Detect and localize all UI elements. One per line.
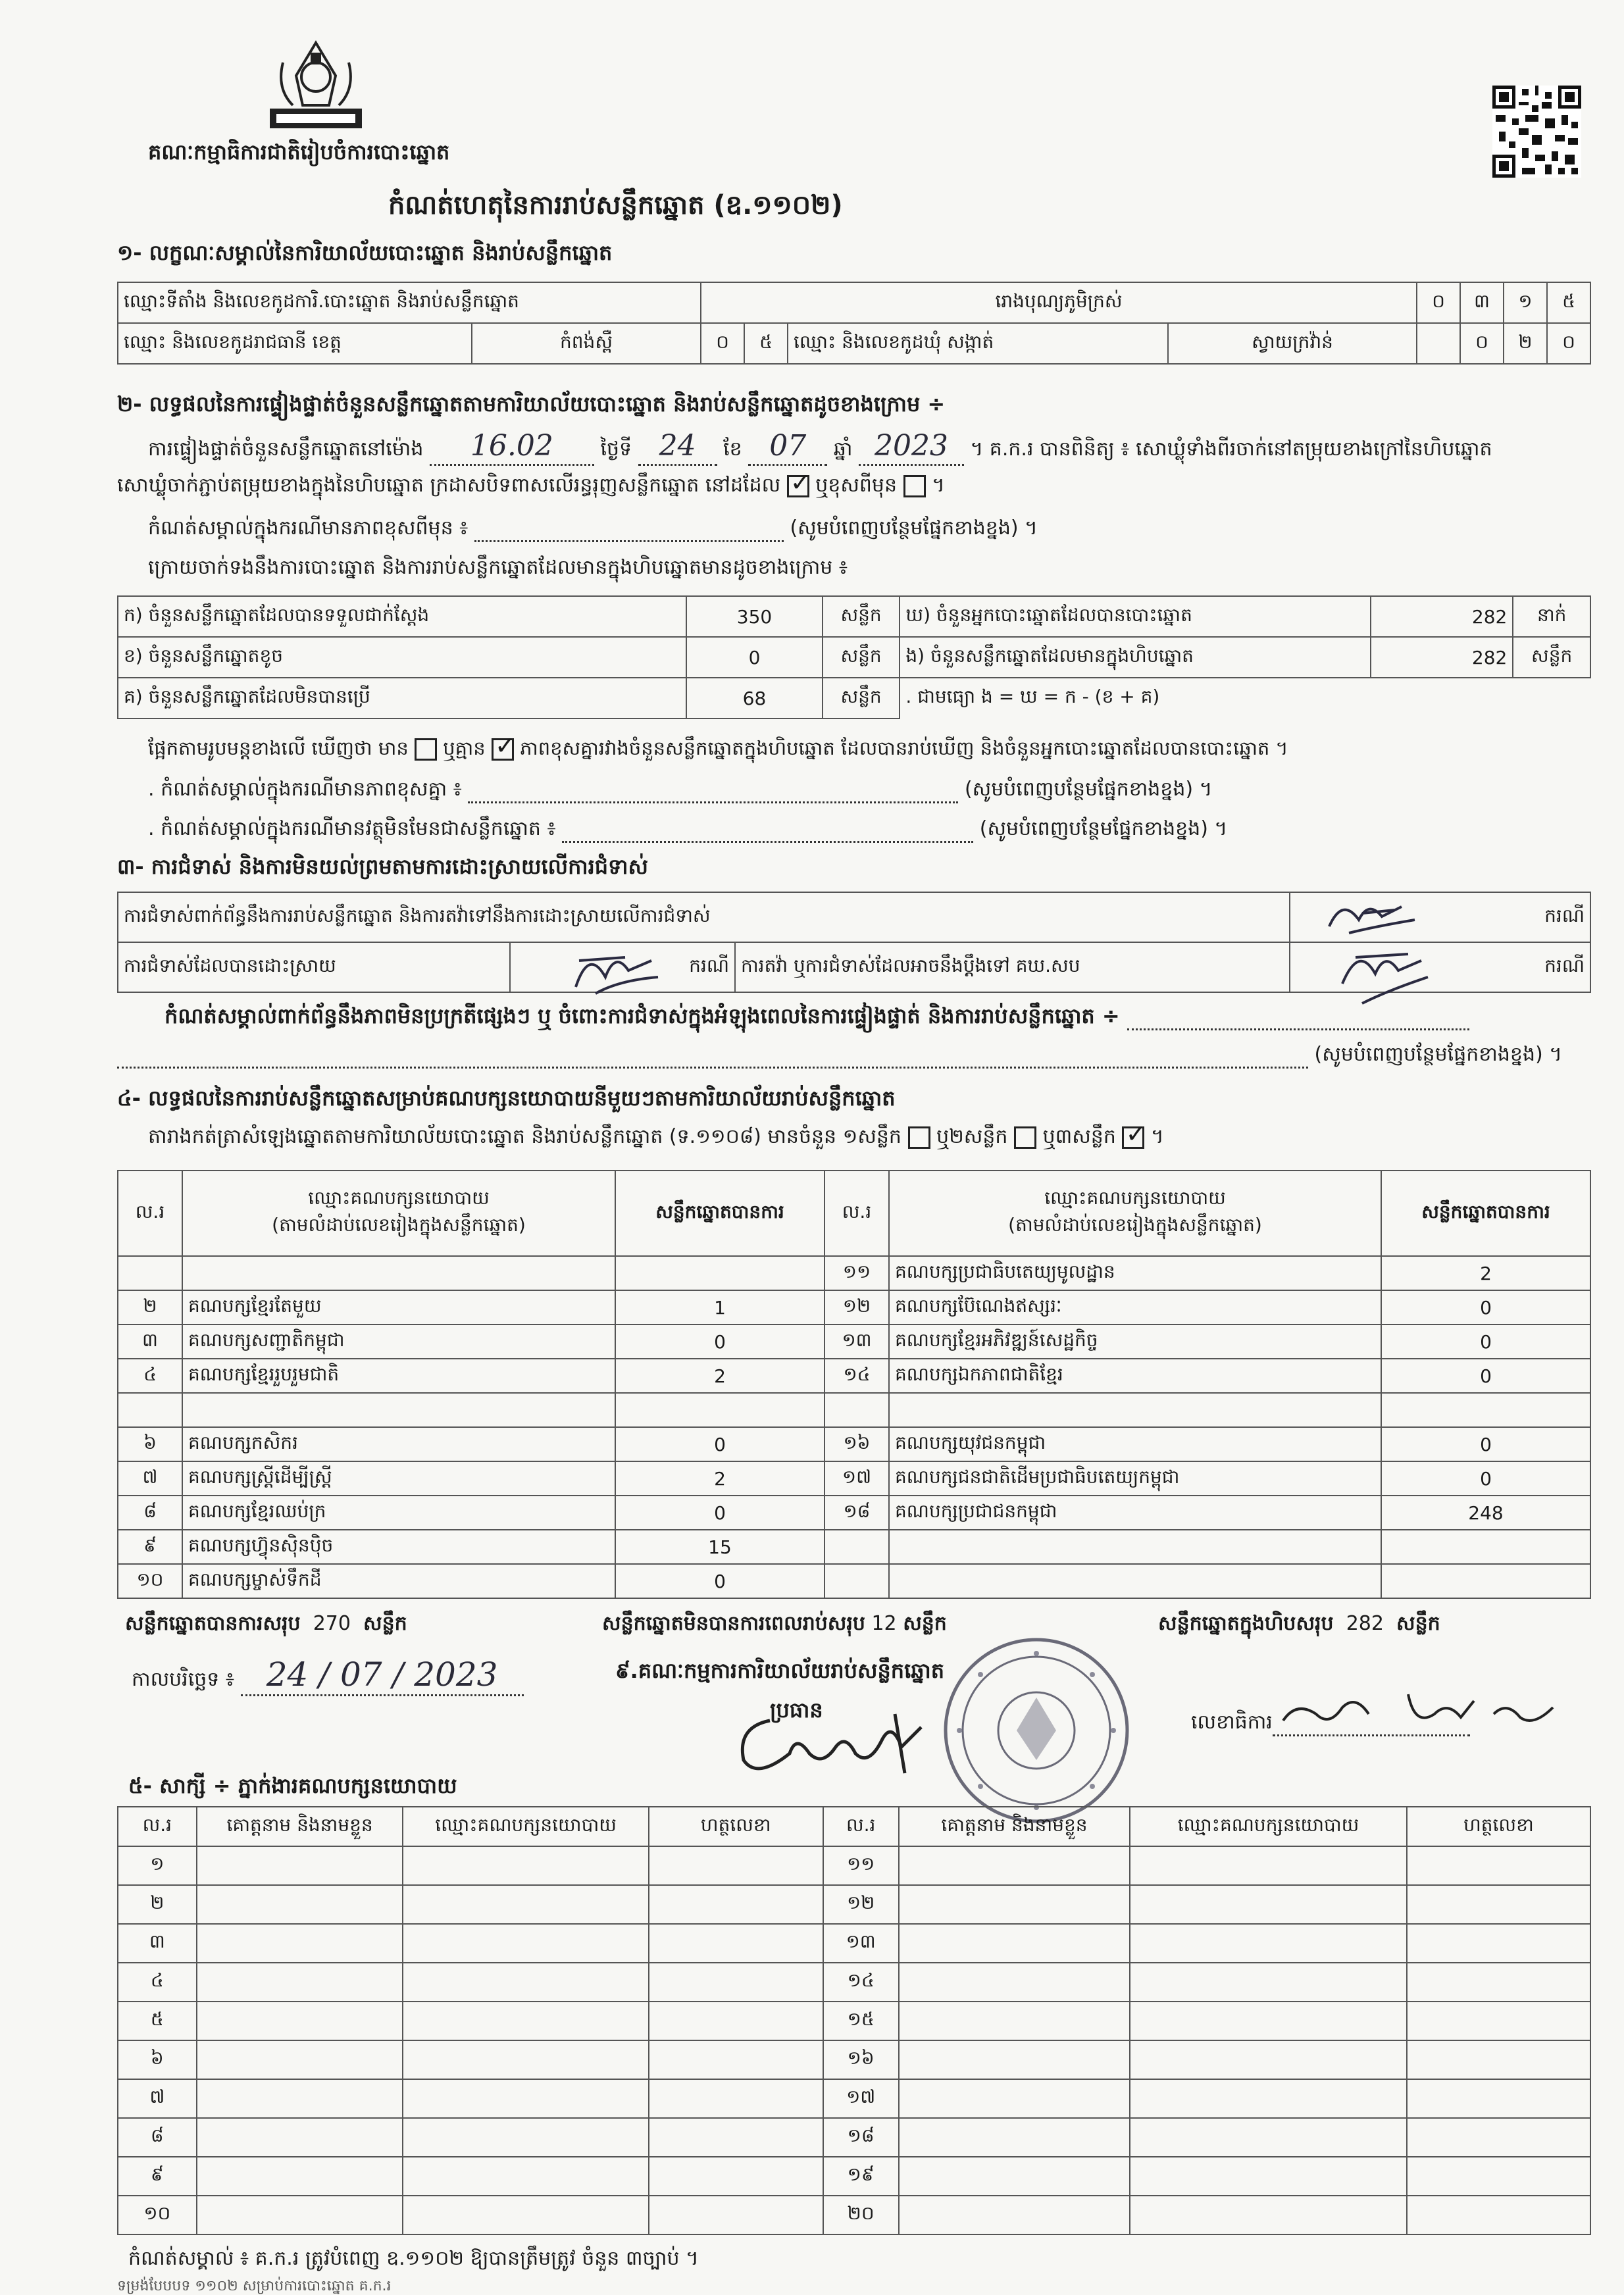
in-box-unit: សន្លឹក	[1513, 637, 1590, 678]
witness-party	[403, 2157, 648, 2196]
witness-signature	[649, 2040, 823, 2079]
witness-name	[899, 1924, 1130, 1963]
date-value: 24 / 07 / 2023	[241, 1655, 524, 1696]
witness-party	[1130, 1924, 1407, 1963]
three-sheet-checkbox[interactable]	[1122, 1126, 1144, 1149]
witness-name	[197, 2118, 403, 2157]
station-code-1: ០	[1417, 282, 1460, 323]
witness-signature	[1407, 1963, 1590, 2002]
witness-party	[403, 2002, 648, 2040]
party-number	[118, 1393, 182, 1427]
document-title: កំណត់ហេតុនៃការរាប់សន្លឹកឆ្នោត (ឧ.១១០២)	[388, 190, 843, 220]
party-name	[182, 1393, 615, 1427]
w-col-no: ល.រ	[118, 1807, 197, 1846]
w-col-sign: ហត្ថលេខា	[649, 1807, 823, 1846]
witness-number: ១	[118, 1846, 197, 1885]
secretary-label: លេខាធិការ	[1191, 1711, 1470, 1736]
party-number	[825, 1564, 889, 1598]
witness-party	[403, 2196, 648, 2234]
section3-heading: ៣- ការជំទាស់ និងការមិនយល់ព្រមតាមការដោះស្រាយលើការជំទាស់	[117, 854, 648, 879]
commune-value: ស្វាយក្រវ៉ាន់	[1168, 323, 1417, 364]
witness-number: ២០	[823, 2196, 899, 2234]
province-code-2: ៥	[744, 323, 788, 364]
party-number: ១១	[825, 1256, 889, 1290]
province-code-1: ០	[701, 323, 744, 364]
witness-number: ១២	[823, 1885, 899, 1924]
table-row	[118, 1963, 1590, 2002]
witness-number: ១១	[823, 1846, 899, 1885]
section2-heading: ២- លទ្ធផលនៃការផ្ទៀងផ្ទាត់ចំនួនសន្លឹកឆ្នោតតាមការិយាល័យបោះឆ្នោត និងរាប់សន្លឹកឆ្នោតដូចខាងក្រោម ÷	[117, 391, 946, 416]
unused-value: 68	[686, 678, 823, 719]
table-row	[118, 1496, 1590, 1530]
station-name-value: រោងបុណ្យភូមិក្រស់	[701, 282, 1417, 323]
party-votes: 2	[615, 1359, 825, 1393]
section1-heading: ១- លក្ខណៈសម្គាល់នៃការិយាល័យបោះឆ្នោត និងរាប់សន្លឹកឆ្នោត	[117, 240, 613, 265]
party-votes: 0	[1381, 1324, 1590, 1359]
witness-signature	[649, 2157, 823, 2196]
spoiled-value: 0	[686, 637, 823, 678]
objection-unit: ករណី	[1508, 892, 1590, 942]
totals-ballot-box: សន្លឹកឆ្នោតក្នុងហិបសរុប 282 សន្លឹក	[1158, 1612, 1440, 1635]
party-votes	[615, 1393, 825, 1427]
party-number: ១៤	[825, 1359, 889, 1393]
party-number: ១៨	[825, 1496, 889, 1530]
w-col-name: គោត្តនាម និងនាមខ្លួន	[899, 1807, 1130, 1846]
witness-name	[899, 2002, 1130, 2040]
party-name: គណបក្សខ្មែរឈប់ក្រ	[182, 1496, 615, 1530]
station-name-label: ឈ្មោះទីតាំង និងលេខកូដការិ.បោះឆ្នោត និងរាប់សន្លឹកឆ្នោត	[118, 282, 701, 323]
table-row	[118, 1427, 1590, 1461]
appeal-label: ការតវ៉ា ឬការជំទាស់ដែលអាចនឹងប្តឹងទៅ គឃ.សប	[735, 942, 1290, 992]
invalid-total: 12	[871, 1612, 897, 1635]
objection-label: ការជំទាស់ពាក់ព័ន្ធនឹងការរាប់សន្លឹកឆ្នោត និងការតវ៉ាទៅនឹងការដោះស្រាយលើការជំទាស់	[118, 892, 1290, 942]
witness-name	[899, 1963, 1130, 2002]
party-votes: 2	[615, 1461, 825, 1496]
party-number: ៦	[118, 1427, 182, 1461]
party-name: គណបក្សប៊ែណេងឥស្សរៈ	[889, 1290, 1381, 1324]
witness-name	[197, 2002, 403, 2040]
witness-party	[403, 1924, 648, 1963]
witness-number: ៣	[118, 1924, 197, 1963]
w-col-party: ឈ្មោះគណបក្សនយោបាយ	[1130, 1807, 1407, 1846]
witness-party	[1130, 1846, 1407, 1885]
table-row	[118, 2196, 1590, 2234]
party-name: គណបក្សប្រជាធិបតេយ្យមូលដ្ឋាន	[889, 1256, 1381, 1290]
witness-party	[1130, 2196, 1407, 2234]
no-diff-checkbox[interactable]	[492, 738, 514, 761]
witness-party	[1130, 2079, 1407, 2118]
witness-name	[197, 1924, 403, 1963]
qr-code	[1492, 86, 1581, 178]
w-col-sign: ហត្ថលេខា	[1407, 1807, 1590, 1846]
party-votes: 0	[615, 1496, 825, 1530]
witness-signature	[1407, 2079, 1590, 2118]
verify-time: 16.02	[430, 429, 594, 466]
witness-party	[1130, 1885, 1407, 1924]
one-sheet-checkbox[interactable]	[908, 1126, 930, 1149]
party-number: ៣	[118, 1324, 182, 1359]
witness-number: ៨	[118, 2118, 197, 2157]
witness-party	[1130, 2040, 1407, 2079]
witness-signature	[649, 1885, 823, 1924]
section4-heading: ៤- លទ្ធផលនៃការរាប់សន្លឹកឆ្នោតសម្រាប់គណបក្សនយោបាយនីមួយៗតាមការិយាល័យរាប់សន្លឹកឆ្នោត	[117, 1086, 896, 1111]
unused-unit: សន្លឹក	[823, 678, 900, 719]
w-col-name: គោត្តនាម និងនាមខ្លួន	[197, 1807, 403, 1846]
witness-number: ១៨	[823, 2118, 899, 2157]
table-row	[118, 2002, 1590, 2040]
table-row	[118, 1393, 1590, 1427]
witness-number: ១៥	[823, 2002, 899, 2040]
witness-table	[117, 1806, 1591, 2235]
party-votes: 0	[1381, 1290, 1590, 1324]
table-row	[118, 2118, 1590, 2157]
party-number: ៧	[118, 1461, 182, 1496]
party-number: ៤	[118, 1359, 182, 1393]
totals-valid: សន្លឹកឆ្នោតបានការសរុប 270 សន្លឹក	[125, 1612, 407, 1635]
seal-line: សោឃ្លុំចាក់ភ្ជាប់តម្រុយខាងក្នុងនៃហិបឆ្នោត ក្រដាសបិទពាសលើរន្ធរុញសន្លឹកឆ្នោត នៅដដែល ✓ ឬខុសពីមុន ។	[117, 474, 945, 497]
party-name	[889, 1530, 1381, 1564]
witness-name	[899, 2118, 1130, 2157]
witness-name	[197, 1846, 403, 1885]
nec-logo	[263, 36, 368, 135]
witness-signature	[1407, 2157, 1590, 2196]
resolved-unit: ករណី	[672, 942, 735, 992]
object-remark-line: . កំណត់សម្គាល់ក្នុងករណីមានវត្ថុមិនមែនជាសន្លឹកឆ្នោត ៖ (សូមបំពេញបន្ថែមផ្នែកខាងខ្នង) ។	[148, 817, 1227, 843]
col-votes: សន្លឹកឆ្នោតបានការ	[615, 1171, 825, 1256]
province-label: ឈ្មោះ និងលេខកូដរាជធានី ខេត្ត	[118, 323, 472, 364]
box-total: 282	[1346, 1612, 1384, 1635]
table-row	[118, 2040, 1590, 2079]
party-name: គណបក្សឯកភាពជាតិខ្មែរ	[889, 1359, 1381, 1393]
section5-heading: ៥- សាក្សី ÷ ភ្នាក់ងារគណបក្សនយោបាយ	[128, 1773, 457, 1798]
witness-signature	[649, 2002, 823, 2040]
party-votes	[1381, 1393, 1590, 1427]
committee-label: ៩.គណៈកម្មការការិយាល័យរាប់សន្លឹកឆ្នោត	[615, 1658, 945, 1683]
commune-code-3: ០	[1547, 323, 1590, 364]
totals-invalid: សន្លឹកឆ្នោតមិនបានការពេលរាប់សរុប 12 សន្លឹក	[602, 1612, 947, 1635]
witness-party	[403, 2040, 648, 2079]
party-name: គណបក្សប្រជាជនកម្ពុជា	[889, 1496, 1381, 1530]
party-number: ២	[118, 1290, 182, 1324]
witness-name	[899, 2040, 1130, 2079]
chair-label: ប្រធាន	[770, 1698, 823, 1723]
witness-signature	[649, 2196, 823, 2234]
witness-name	[899, 2079, 1130, 2118]
party-votes: 1	[615, 1290, 825, 1324]
witness-party	[403, 1885, 648, 1924]
party-votes: 0	[615, 1324, 825, 1359]
table-row	[118, 1359, 1590, 1393]
table-row	[118, 1324, 1590, 1359]
table-row	[118, 1924, 1590, 1963]
secretary-signature	[1277, 1681, 1566, 1740]
table-row	[118, 1564, 1590, 1598]
w-col-party: ឈ្មោះគណបក្សនយោបាយ	[403, 1807, 648, 1846]
witness-name	[197, 2196, 403, 2234]
col-party: ឈ្មោះគណបក្សនយោបាយ (តាមលំដាប់លេខរៀងក្នុងសន្លឹកឆ្នោត)	[182, 1171, 615, 1256]
witness-signature	[649, 1924, 823, 1963]
party-number: ៨	[118, 1496, 182, 1530]
discrepancy-line: ផ្អែកតាមរូបមន្តខាងលើ ឃើញថា មាន ឬគ្មាន ✓ ភាពខុសគ្នារវាងចំនួនសន្លឹកឆ្នោតក្នុងហិបឆ្នោត ដែលបានរាប់ឃើញ និងចំនួនអ្នកបោះឆ្នោតដែលបានបោះឆ្នោត ។	[148, 737, 1288, 761]
voters-value: 282	[1371, 596, 1513, 637]
commune-label: ឈ្មោះ និងលេខកូដឃុំ សង្កាត់	[788, 323, 1168, 364]
witness-name	[197, 2040, 403, 2079]
party-name: គណបក្សហ៊្វុនស៊ិនប៉ិច	[182, 1530, 615, 1564]
witness-number: ១៧	[823, 2079, 899, 2118]
party-name	[182, 1256, 615, 1290]
in-box-value: 282	[1371, 637, 1513, 678]
in-box-label: ង) ចំនួនសន្លឹកឆ្នោតដែលមានក្នុងហិបឆ្នោត	[900, 637, 1370, 678]
party-votes	[615, 1256, 825, 1290]
party-votes: 248	[1381, 1496, 1590, 1530]
verify-year: 2023	[859, 429, 964, 466]
same-checkbox[interactable]	[787, 475, 809, 497]
witness-number: ១៤	[823, 1963, 899, 2002]
witness-signature	[649, 1963, 823, 2002]
verify-line: ការផ្ទៀងផ្ទាត់ចំនួនសន្លឹកឆ្នោតនៅម៉ោង 16.02 ថ្ងៃទី 24 ខែ 07 ឆ្នាំ 2023 ។ គ.ក.រ បានពិនិត្យ ៖ សោឃ្លុំទាំងពីរចាក់នៅតម្រុយខាងក្រៅនៃហិបឆ្នោត	[148, 429, 1492, 466]
party-votes: 0	[1381, 1427, 1590, 1461]
witness-name	[899, 2157, 1130, 2196]
witness-party	[1130, 2118, 1407, 2157]
party-number: ១៣	[825, 1324, 889, 1359]
witness-signature	[1407, 2002, 1590, 2040]
witness-party	[403, 1963, 648, 2002]
party-votes	[1381, 1564, 1590, 1598]
irregularity-note: កំណត់សម្គាល់ពាក់ព័ន្ធនឹងភាពមិនប្រក្រតីផ្សេងៗ ឬ ចំពោះការជំទាស់ក្នុងអំឡុងពេលនៃការផ្ទៀងផ្ទាត់ និងការរាប់សន្លឹកឆ្នោត ÷	[165, 1003, 1469, 1030]
witness-signature	[1407, 1846, 1590, 1885]
commune-code-2: ២	[1504, 323, 1547, 364]
commune-code-1: ០	[1460, 323, 1504, 364]
counting-intro: ក្រោយចាក់ទងនឹងការបោះឆ្នោត និងការរាប់សន្លឹកឆ្នោតដែលមានក្នុងហិបឆ្នោតមានដូចខាងក្រោម ៖	[148, 556, 848, 579]
appeal-unit: ករណី	[1508, 942, 1590, 992]
table-row	[118, 1885, 1590, 1924]
table-row	[118, 2157, 1590, 2196]
witness-name	[197, 1963, 403, 2002]
count-table	[117, 595, 1591, 719]
witness-name	[899, 1846, 1130, 1885]
witness-signature	[1407, 2040, 1590, 2079]
w-col-no: ល.រ	[823, 1807, 899, 1846]
signature-mark	[566, 941, 665, 1000]
witness-signature	[1407, 1885, 1590, 1924]
party-number: ១៧	[825, 1461, 889, 1496]
verify-month: 07	[748, 429, 827, 466]
witness-number: ១៣	[823, 1924, 899, 1963]
voters-label: ឃ) ចំនួនអ្នកបោះឆ្នោតដែលបានបោះឆ្នោត	[900, 596, 1370, 637]
witness-party	[403, 2118, 648, 2157]
station-code-4: ៥	[1547, 282, 1590, 323]
witness-number: ១០	[118, 2196, 197, 2234]
witness-number: ៩	[118, 2157, 197, 2196]
table-row	[118, 1290, 1590, 1324]
party-name: គណបក្សខ្មែរតែមួយ	[182, 1290, 615, 1324]
witness-signature	[1407, 1924, 1590, 1963]
two-sheet-checkbox[interactable]	[1014, 1126, 1036, 1149]
footer-note: កំណត់សម្គាល់ ៖ គ.ក.រ ត្រូវបំពេញ ឧ.១១០២ ឱ្យបានត្រឹមត្រូវ ចំនួន ៣ច្បាប់ ។	[128, 2247, 699, 2270]
received-unit: សន្លឹក	[823, 596, 900, 637]
party-name	[889, 1393, 1381, 1427]
witness-name	[899, 1885, 1130, 1924]
province-value: កំពង់ស្ពឺ	[472, 323, 701, 364]
spoiled-label: ខ) ចំនួនសន្លឹកឆ្នោតខូច	[118, 637, 686, 678]
chair-signature	[730, 1701, 948, 1786]
party-number: ១០	[118, 1564, 182, 1598]
party-name: គណបក្សកសិករ	[182, 1427, 615, 1461]
witness-party	[1130, 2157, 1407, 2196]
table-row	[118, 2079, 1590, 2118]
irregularity-note-cont: (សូមបំពេញបន្ថែមផ្នែកខាងខ្នង) ។	[117, 1043, 1562, 1069]
party-number	[118, 1256, 182, 1290]
witness-party	[1130, 2002, 1407, 2040]
party-name: គណបក្សម្ចាស់ទឹកដី	[182, 1564, 615, 1598]
table-row	[118, 1530, 1590, 1564]
resolved-label: ការជំទាស់ដែលបានដោះស្រាយ	[118, 942, 510, 992]
official-stamp	[941, 1635, 1132, 1826]
party-votes: 2	[1381, 1256, 1590, 1290]
col-party: ឈ្មោះគណបក្សនយោបាយ (តាមលំដាប់លេខរៀងក្នុងសន្លឹកឆ្នោត)	[889, 1171, 1381, 1256]
org-name: គណៈកម្មាធិការជាតិរៀបចំការបោះឆ្នោត	[148, 139, 450, 164]
witness-signature	[649, 2118, 823, 2157]
col-no: ល.រ	[825, 1171, 889, 1256]
witness-party	[403, 2079, 648, 2118]
witness-name	[899, 2196, 1130, 2234]
unused-label: គ) ចំនួនសន្លឹកឆ្នោតដែលមិនបានប្រើ	[118, 678, 686, 719]
witness-party	[403, 1846, 648, 1885]
party-name	[889, 1564, 1381, 1598]
witness-number: ៦	[118, 2040, 197, 2079]
col-no: ល.រ	[118, 1171, 182, 1256]
witness-number: ៤	[118, 1963, 197, 2002]
form-footer: ទម្រង់បែបបទ ១១០២ សម្រាប់ការបោះឆ្នោត គ.ក.រ	[117, 2278, 392, 2294]
received-value: 350	[686, 596, 823, 637]
table-row	[118, 1461, 1590, 1496]
party-number: ១២	[825, 1290, 889, 1324]
station-info-table	[117, 282, 1591, 365]
party-number	[825, 1530, 889, 1564]
col-votes: សន្លឹកឆ្នោតបានការ	[1381, 1171, 1590, 1256]
party-name: គណបក្សស្ត្រីដើម្បីស្ត្រី	[182, 1461, 615, 1496]
witness-number: ៧	[118, 2079, 197, 2118]
tally-sheet-line: តារាងកត់ត្រាសំឡេងឆ្នោតតាមការិយាល័យបោះឆ្នោត និងរាប់សន្លឹកឆ្នោត (ទ.១១០៨) មានចំនួន ១សន្លឹក ឬ២សន្លឹក ឬ៣សន្លឹក ✓ ។	[148, 1125, 1164, 1149]
signature-mark	[1336, 938, 1434, 1010]
party-number: ១៦	[825, 1427, 889, 1461]
voters-unit: នាក់	[1513, 596, 1590, 637]
witness-signature	[1407, 2118, 1590, 2157]
party-votes: 0	[615, 1427, 825, 1461]
witness-name	[197, 1885, 403, 1924]
spoiled-unit: សន្លឹក	[823, 637, 900, 678]
party-name: គណបក្សយុវជនកម្ពុជា	[889, 1427, 1381, 1461]
formula: . ជាមធ្យោ ង = ឃ = ក - (ខ + គ)	[900, 678, 1590, 719]
party-name: គណបក្សខ្មែររួបរួមជាតិ	[182, 1359, 615, 1393]
witness-signature	[649, 1846, 823, 1885]
party-name: គណបក្សខ្មែរអភិវឌ្ឍន៍សេដ្ឋកិច្ច	[889, 1324, 1381, 1359]
witness-number: ២	[118, 1885, 197, 1924]
station-code-3: ១	[1504, 282, 1547, 323]
table-row	[118, 1846, 1590, 1885]
party-votes: 0	[1381, 1359, 1590, 1393]
witness-party	[1130, 1963, 1407, 2002]
party-name: គណបក្សសញ្ជាតិកម្ពុជា	[182, 1324, 615, 1359]
witness-signature	[649, 2079, 823, 2118]
diff-note-line: កំណត់សម្គាល់ក្នុងករណីមានភាពខុសពីមុន ៖ (សូមបំពេញបន្ថែមផ្នែកខាងខ្នង) ។	[148, 517, 1038, 542]
party-number: ៩	[118, 1530, 182, 1564]
station-code-2: ៣	[1460, 282, 1504, 323]
witness-number: ៥	[118, 2002, 197, 2040]
witness-number: ១៦	[823, 2040, 899, 2079]
party-votes	[1381, 1530, 1590, 1564]
party-votes: 15	[615, 1530, 825, 1564]
received-label: ក) ចំនួនសន្លឹកឆ្នោតដែលបានទទួលជាក់ស្តែង	[118, 596, 686, 637]
witness-name	[197, 2079, 403, 2118]
date-line: កាលបរិច្ឆេទ ៖ 24 / 07 / 2023	[132, 1655, 524, 1696]
diff-remark-line: . កំណត់សម្គាល់ក្នុងករណីមានភាពខុសគ្នា ៖ (សូមបំពេញបន្ថែមផ្នែកខាងខ្នង) ។	[148, 778, 1212, 803]
valid-total: 270	[313, 1612, 351, 1635]
verify-day: 24	[638, 429, 717, 466]
party-results-table	[117, 1170, 1591, 1599]
table-row	[118, 1256, 1590, 1290]
has-diff-checkbox[interactable]	[415, 738, 437, 761]
party-name: គណបក្សជនជាតិដើមប្រជាធិបតេយ្យកម្ពុជា	[889, 1461, 1381, 1496]
different-checkbox[interactable]	[903, 475, 926, 497]
party-votes: 0	[615, 1564, 825, 1598]
signature-mark	[1323, 894, 1421, 940]
witness-signature	[1407, 2196, 1590, 2234]
party-number	[825, 1393, 889, 1427]
witness-name	[197, 2157, 403, 2196]
party-votes: 0	[1381, 1461, 1590, 1496]
witness-number: ១៩	[823, 2157, 899, 2196]
